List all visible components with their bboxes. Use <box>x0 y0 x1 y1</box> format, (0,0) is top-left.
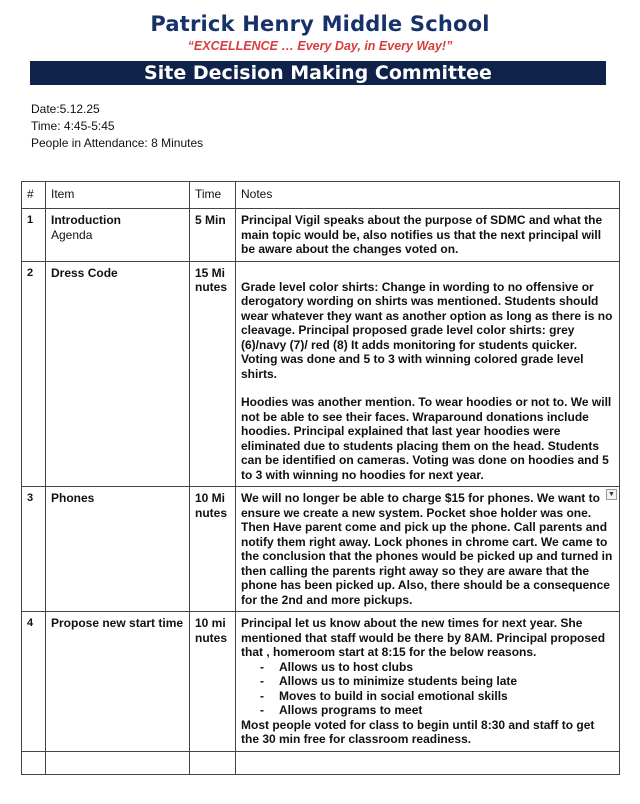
meeting-time: Time: 4:45-5:45 <box>31 119 115 133</box>
header-item: Item <box>46 182 190 209</box>
row-notes <box>236 209 620 262</box>
list-item: - Allows us to minimize students being late <box>260 674 518 688</box>
row-item-title: Phones <box>51 491 95 505</box>
row-item-title: Introduction <box>51 213 121 227</box>
table-row <box>22 209 620 262</box>
row-number: 3 <box>22 487 46 612</box>
header-number: # <box>22 182 46 209</box>
row-item-title: Propose new start time <box>51 616 184 630</box>
school-motto: “EXCELLENCE … Every Day, in Every Way!” <box>187 39 453 53</box>
row-notes <box>236 487 620 612</box>
notes-paragraph: Principal Vigil speaks about the purpose of SDMC and what the main topic would be, also notifies us that the next principal will be aware about the changes voted on. <box>241 213 603 256</box>
row-time: 10 Minutes <box>190 487 236 612</box>
list-item: - Moves to build in social emotional skills <box>260 688 508 703</box>
dropdown-arrow-icon[interactable]: ▼ <box>606 489 617 500</box>
row-item <box>46 612 190 752</box>
minutes-table <box>21 181 620 775</box>
empty-cell <box>22 751 46 774</box>
meeting-attendance: People in Attendance: 8 Minutes <box>31 136 204 150</box>
school-name: Patrick Henry Middle School <box>150 12 490 36</box>
notes-paragraph: Hoodies was another mention. To wear hoodies or not to. We will not be able to see their faces. Wraparound donations include hoodies. Principal explained that last year hoodies were eliminated due to students placing them on the head. Students can be identified on cameras. Voting was done on hoodies and 5 to 3 with winning no hoodies for next year. <box>241 395 612 482</box>
row-item <box>46 261 190 487</box>
header-notes: Notes <box>236 182 620 209</box>
empty-cell <box>46 751 190 774</box>
row-item-title: Dress Code <box>51 265 118 280</box>
committee-banner: Site Decision Making Committee <box>30 61 606 85</box>
row-item <box>46 209 190 262</box>
meeting-date: Date:5.12.25 <box>31 102 100 116</box>
row-item <box>46 487 190 612</box>
row-notes <box>236 261 620 487</box>
list-item: - Allows programs to meet <box>260 703 423 717</box>
notes-paragraph: Principal let us know about the new times for next year. She mentioned that staff would be there by 8AM. Principal proposed that , homeroom start at 8:15 for the below reasons. <box>241 616 606 659</box>
row-number: 1 <box>22 209 46 262</box>
table-header-row <box>22 182 620 209</box>
row-number: 4 <box>22 612 46 752</box>
table-row-empty <box>22 751 620 774</box>
row-notes <box>236 612 620 752</box>
list-item: - Allows us to host clubs <box>260 659 414 674</box>
row-time: 15 Minutes <box>190 261 236 487</box>
empty-cell <box>190 751 236 774</box>
reasons-list <box>241 660 614 718</box>
row-time: 5 Min <box>190 209 236 262</box>
meeting-info <box>31 101 231 152</box>
notes-paragraph: Most people voted for class to begin until 8:30 and staff to get the 30 min free for classroom readiness. <box>241 717 595 746</box>
notes-paragraph: Grade level color shirts: Change in wording to no offensive or derogatory wording on shirts was mentioned. Students should wear whatever they want as another option as long as there is no cleavage. Principal proposed grade level color shirts: grey (6)/navy (7)/ red (8) It adds monitoring for students quicker. Voting was done and 5 to 3 with winning colored grade level shirts. <box>241 279 613 381</box>
table-row <box>22 487 620 612</box>
notes-paragraph: We will no longer be able to charge $15 for phones. We want to ensure we create a new system. Pocket shoe holder was one. Then Have parent come and pick up the phone. Call parents and notify them right away. Lock phones in chrome cart. We came to the conclusion that the phones would be picked up and turned in then calling the parents right away so they are aware that the phone has been picked up. Also, there should be a consequence for the 2nd and more pickups. <box>241 491 613 607</box>
row-number: 2 <box>22 261 46 487</box>
row-item-subtitle: Agenda <box>51 227 93 242</box>
header-time: Time <box>190 182 236 209</box>
row-time: 10 minutes <box>190 612 236 752</box>
empty-cell <box>236 751 620 774</box>
table-row <box>22 261 620 487</box>
table-row <box>22 612 620 752</box>
